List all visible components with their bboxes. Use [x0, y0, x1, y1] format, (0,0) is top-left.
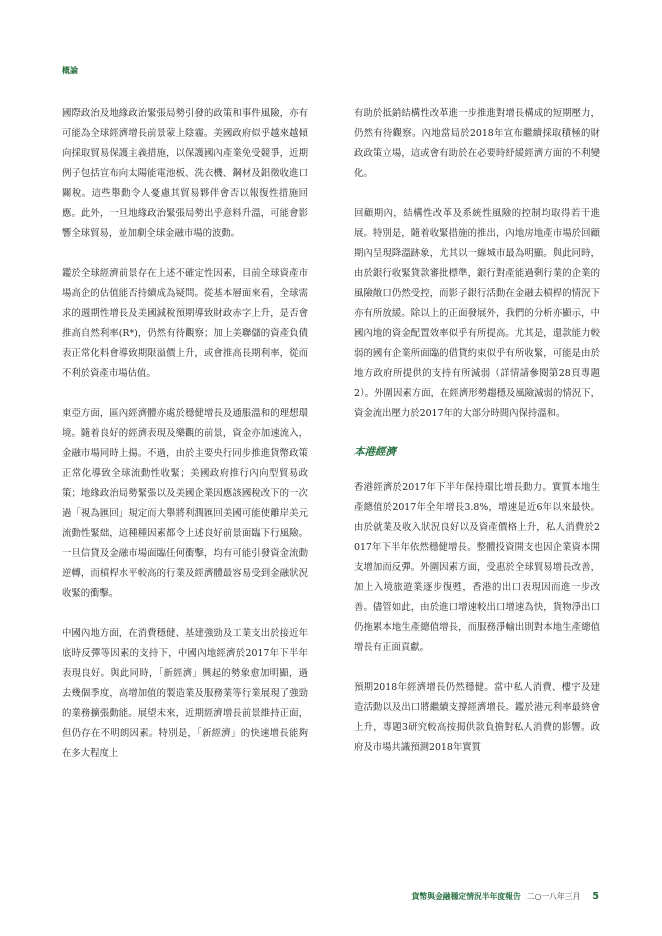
paragraph: 鑑於全球經濟前景存在上述不確定性因素，目前全球資產市場高企的估值能否持續成為疑問。從基本層面來看，全球需求的週期性增長及美國減稅預期導致財政赤字上升，是否會推高自然利率(R*)，仍然有待觀察；加上美聯儲的資產負債表正常化料會導致期限溢價上升，或會推高長期利率，從而不利於資產市場估值。 [62, 268, 308, 379]
paragraph: 中國內地方面，在消費穩健、基建強勁及工業支出於接近年底時反彈等因素的支持下，中國內地經濟於2017年下半年表現良好。與此同時，「新經濟」興起的勢象愈加明顯，過去幾個季度，高增加值的製造業及服務業等行業展現了強勁的業務擴張動能。展望未來，近期經濟增長前景維持正面，但仍存在不明朗因素。特別是，「新經濟」的快速增長能夠在多大程度上 [62, 628, 308, 759]
paragraph: 國際政治及地緣政治緊張局勢引發的政策和事件風險，亦有可能為全球經濟增長前景蒙上陰霾。美國政府似乎越來越傾向採取貿易保護主義措施，以保護國內產業免受競爭，近期例子包括宣布向太陽能電池板、洗衣機、鋼材及鋁徵收進口關稅。這些舉動令人憂慮其貿易夥伴會否以報復性措施回應。此外，一旦地緣政治緊張局勢出乎意料升溫，可能會影響全球貿易，並加劇全球金融市場的波動。 [62, 108, 308, 239]
paragraph: 有助於抵銷結構性改革進一步推進對增長構成的短期壓力，仍然有待觀察。內地當局於2018年宣布繼續採取積極的財政政策立場，這或會有助於在必要時紓緩經濟方面的不利變化。 [354, 108, 600, 179]
section-heading: 本港經濟 [354, 446, 396, 458]
paragraph: 回顧期內，結構性改革及系統性風險的控制均取得若干進展。特別是，隨着收緊措施的推出，內地房地產市場於回顧期內呈現降溫跡象，尤其以一線城市最為明顯。與此同時，由於銀行收緊貸款審批標準，銀行對產能過剩行業的企業的風險敞口仍然受控，而影子銀行活動在金融去槓桿的情況下亦有所放緩。除以上的正面發展外，我們的分析亦顯示，中國內地的資金配置效率似乎有所提高。尤其是，還款能力較弱的國有企業所面臨的借貸約束似乎有所收緊，可能是由於地方政府所提供的支持有所減弱（詳情請參閱第28頁專題2）。外圍因素方面，在經濟形勢趨穩及風險減弱的情況下，資金流出壓力於2017年的大部分時間內保持溫和。 [354, 208, 600, 419]
page-number: 5 [592, 891, 599, 902]
publication-date: 二○一八年三月 [526, 892, 581, 901]
right-column [354, 104, 600, 758]
paragraph: 香港經濟於2017年下半年保持環比增長動力。實質本地生產總值於2017年全年增長3.8%，增速是近6年以來最快。由於就業及收入狀況良好以及資產價格上升，私人消費於2017年下半年依然穩健增長。整體投資開支也因企業資本開支增加而反彈。外圍因素方面，受惠於全球貿易增長改善，加上入境旅遊業逐步復甦，香港的出口表現因而進一步改善。儘管如此，由於進口增速較出口增速為快，貨物淨出口仍拖累本地生產總值增長，而服務淨輸出則對本地生產總值增長有正面貢獻。 [354, 482, 600, 653]
publication-title: 貨幣與金融穩定情況半年度報告 [411, 892, 521, 901]
section-label: 概論 [62, 66, 78, 75]
page-footer [412, 891, 599, 902]
left-column [62, 104, 308, 764]
paragraph: 預期2018年經濟增長仍然穩健。當中私人消費、樓宇及建造活動以及出口將繼續支撐經濟增長。鑑於港元利率最終會上升，專題3研究較高按揭供款負擔對私人消費的影響。政府及市場共識預測2018年實質 [354, 682, 600, 753]
paragraph: 東亞方面，區內經濟體亦處於穩健增長及通脹溫和的理想環境。隨着良好的經濟表現及樂觀的前景，資金亦加速流入，金融市場同時上揚。不過，由於主要央行同步推進貨幣政策正常化導致全球流動性收緊；美國政府推行內向型貿易政策；地緣政治局勢緊張以及美國企業因應該國稅改下的一次過「視為匯回」規定而大舉將利潤匯回美國可能使離岸美元流動性緊絀，這種種因素都令上述良好前景面臨下行風險。一旦信貸及金融市場面臨任何衝擊，均有可能引發資金流動逆轉，而槓桿水平較高的行業及經濟體最容易受到金融狀況收緊的衝擊。 [62, 408, 308, 599]
